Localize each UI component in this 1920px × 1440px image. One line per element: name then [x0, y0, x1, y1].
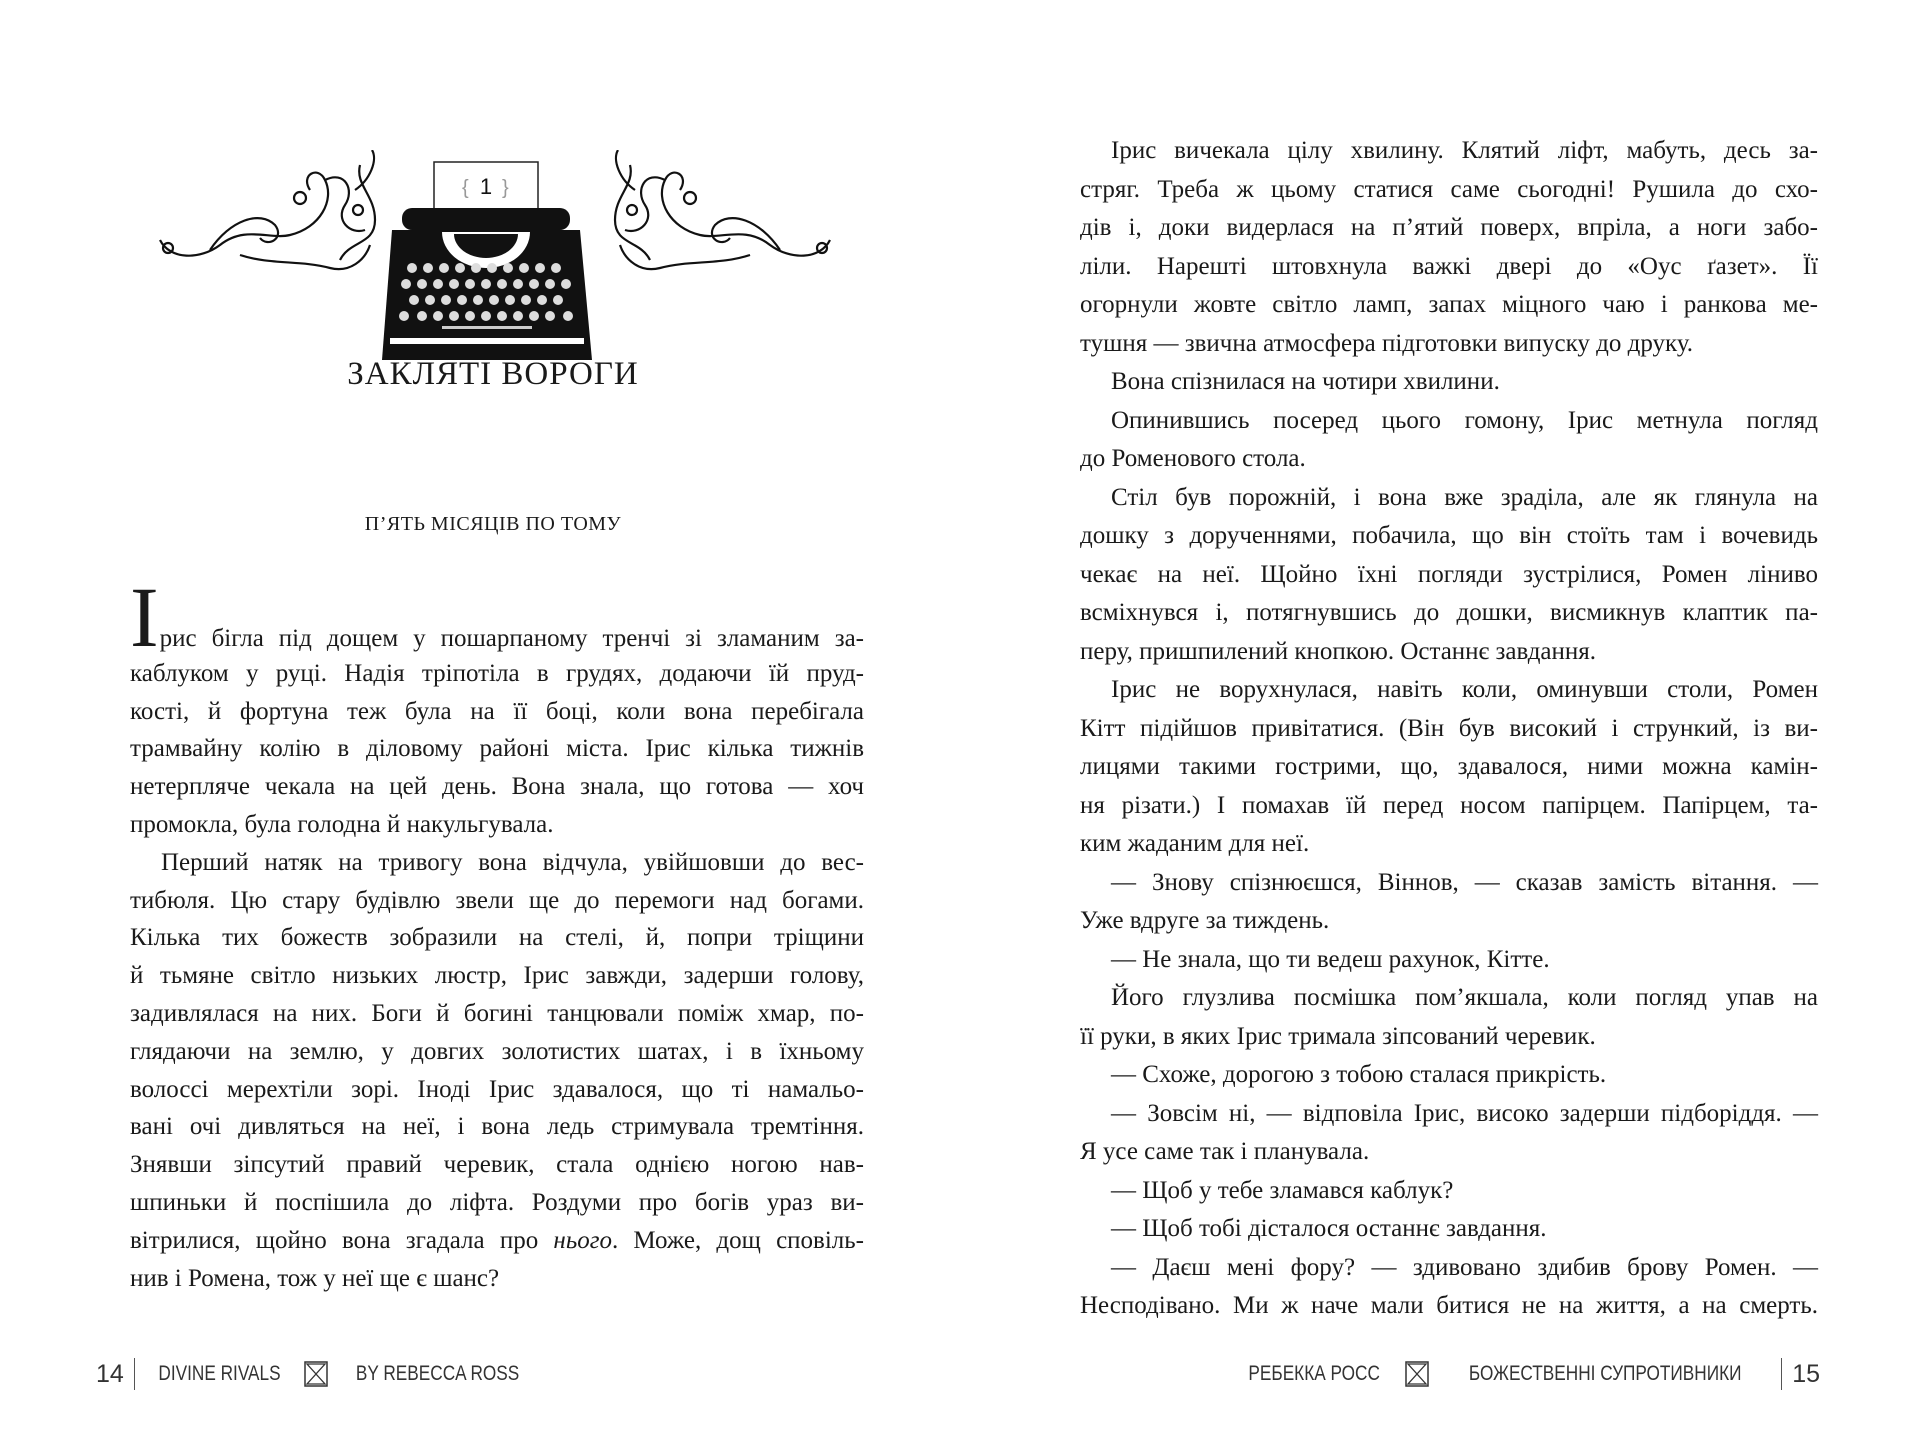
line-text: дів і, доки видерлася на п’ятий поверх, впріла, а ноги забо- — [1080, 214, 1818, 241]
text-line — [130, 882, 864, 920]
text-line — [1080, 1056, 1818, 1095]
line-text: огорнули жовте світло ламп, запах міцного чаю і ранкова ме- — [1080, 291, 1818, 318]
text-line — [1080, 517, 1818, 556]
text-line — [130, 1222, 864, 1260]
line-text: чекає на неї. Щойно їхні погляди зустрілися, Ромен ліниво — [1080, 560, 1818, 588]
line-text: — Схоже, дорогою з тобою сталася прикрість. — [1111, 1061, 1607, 1088]
page-number: 15 — [1792, 1359, 1820, 1388]
text-line — [130, 655, 864, 693]
text-line — [130, 1108, 864, 1146]
page-number: 14 — [96, 1359, 124, 1388]
line-text: — Зовсім ні, — відповіла Ірис, високо задерши підборіддя. — — [1111, 1099, 1818, 1127]
line-text: — Даєш мені фору? — здивовано здибив брову Ромен. — — [1111, 1253, 1818, 1281]
text-line — [130, 569, 864, 665]
line-text: — Не знала, що ти ведеш рахунок, Кітте. — [1111, 945, 1550, 973]
text-line — [130, 730, 864, 768]
line-text: дошку з дорученнями, побачила, що він стоїть там і вочевидь — [1080, 522, 1818, 549]
text-line — [1080, 1172, 1818, 1211]
line-text: Кітт підійшов привітатися. (Він був високий і стрункий, із ви- — [1080, 714, 1818, 742]
line-text: Кілька тих божеств зобразили на стелі, й, попри тріщини — [130, 924, 864, 952]
line-text: стряг. Треба ж цьому статися саме сьогодні! Рушила до схо- — [1080, 175, 1818, 203]
line-text: шпиньки й поспішила до ліфта. Роздуми про богів ураз ви- — [130, 1188, 864, 1216]
text-line — [130, 806, 864, 844]
hourglass-emblem-icon — [304, 1361, 328, 1387]
svg-text:}: } — [502, 177, 509, 199]
text-line — [1080, 363, 1818, 402]
chapter-title: ЗАКЛЯТІ ВОРОГИ — [347, 356, 639, 392]
text-line — [130, 844, 864, 882]
text-line — [130, 693, 864, 731]
text-line — [1080, 479, 1818, 518]
line-text: каблуком у руці. Надія тріпотіла в грудях, додаючи їй пруд- — [130, 659, 864, 687]
text-line — [130, 919, 864, 957]
left-page-footer — [96, 1358, 537, 1390]
text-line — [1080, 1249, 1818, 1288]
text-line — [1080, 248, 1818, 287]
italic-text: нього — [553, 1226, 612, 1254]
line-text: промокла, була голодна й накульгувала. — [130, 810, 554, 838]
line-text: перу, пришпилений кнопкою. Останнє завдання. — [1080, 637, 1597, 665]
text-line — [1080, 1095, 1818, 1134]
text-line — [1080, 132, 1818, 171]
book-title: DIVINE RIVALS — [158, 1362, 281, 1385]
line-text: тушня — звична атмосфера підготовки випуску до друку. — [1080, 329, 1694, 357]
text-line — [130, 1184, 864, 1222]
text-line — [1080, 633, 1818, 672]
hourglass-emblem-icon — [1405, 1361, 1429, 1387]
line-text: Опинившись посеред цього гомону, Ірис метнула погляд — [1111, 406, 1818, 434]
line-text: — Щоб тобі дісталося останнє завдання. — [1111, 1215, 1547, 1242]
line-text: ня різати.) І помахав їй перед носом папірцем. Папірцем, та- — [1080, 791, 1818, 819]
left-page-body — [130, 569, 865, 1297]
line-text: задивлялася на них. Боги й богині танцювали поміж хмар, по- — [130, 999, 864, 1027]
line-text: тибюля. Цю стару будівлю звели ще до перемоги над богами. — [130, 886, 864, 914]
text-line — [1080, 1287, 1818, 1326]
text-line — [130, 768, 864, 806]
line-text: — Знову спізнюєшся, Віннов, — сказав замість вітання. — — [1111, 868, 1818, 896]
text-line — [1080, 825, 1818, 864]
chapter-typewriter-illustration — [150, 150, 850, 390]
text-line — [1080, 1018, 1818, 1057]
line-text: її руки, в яких Ірис тримала зіпсований черевик. — [1080, 1022, 1596, 1050]
left-ornament-icon — [160, 150, 375, 269]
book-title: БОЖЕСТВЕННІ СУПРОТИВНИКИ — [1468, 1362, 1742, 1385]
text-line — [1080, 902, 1818, 941]
line-text: Уже вдруге за тиждень. — [1080, 907, 1330, 934]
text-line — [1080, 979, 1818, 1018]
line-text: волоссі мерехтіли зорі. Іноді Ірис здавалося, що ті намальо- — [130, 1075, 864, 1103]
text-line — [1080, 864, 1818, 903]
text-line — [1080, 710, 1818, 749]
right-page-body — [1080, 132, 1818, 1326]
chapter-number: 1 — [479, 174, 493, 199]
line-text: ким жаданим для неї. — [1080, 830, 1310, 857]
line-text: Його глузлива посмішка пом’якшала, коли погляд упав на — [1111, 984, 1818, 1011]
right-page-footer — [1234, 1358, 1820, 1390]
divider — [1781, 1358, 1782, 1390]
line-text: рис бігла під дощем у пошарпаному тренчі зі зламаним за- — [159, 625, 864, 652]
line-text: ліли. Нарешті штовхнула важкі двері до «Оус ґазет». Її — [1080, 252, 1818, 280]
typewriter-icon — [382, 162, 592, 360]
line-text: до Роменового стола. — [1080, 445, 1306, 472]
line-text: нетерпляче чекала на цей день. Вона знала, що готова — хоч — [130, 773, 864, 801]
text-line — [130, 1071, 864, 1109]
text-line — [130, 957, 864, 995]
line-text: всміхнувся і, потягнувшись до дошки, висмикнув клаптик па- — [1080, 599, 1818, 626]
text-line — [1080, 286, 1818, 325]
line-text: й тьмяне світло низьких люстр, Ірис завжди, задерши голову, — [130, 962, 864, 990]
line-text: . Може, дощ сповіль- — [611, 1226, 865, 1254]
text-line — [1080, 594, 1818, 633]
line-text: вітрилися, щойно вона згадала про — [130, 1226, 554, 1254]
svg-text:{: { — [462, 177, 469, 199]
line-text: Ірис не ворухнулася, навіть коли, оминувши столи, Ромен — [1111, 676, 1818, 703]
text-line — [1080, 1133, 1818, 1172]
book-author: BY REBECCA ROSS — [355, 1362, 520, 1385]
chapter-subtitle: П’ЯТЬ МІСЯЦІВ ПО ТОМУ — [364, 513, 622, 535]
text-line — [130, 1033, 864, 1071]
line-text: Ірис вичекала цілу хвилину. Клятий ліфт, мабуть, десь за- — [1111, 137, 1818, 164]
text-line — [1080, 325, 1818, 364]
line-text: глядаючи на землю, у довгих золотистих шатах, і в їхньому — [130, 1037, 864, 1065]
line-text: Я усе саме так і планувала. — [1080, 1138, 1370, 1165]
line-text: Несподівано. Ми ж наче мали битися не на життя, а на смерть. — [1080, 1292, 1818, 1319]
line-text: лицями такими гострими, що, здавалося, ними можна камін- — [1080, 753, 1818, 780]
right-ornament-icon — [615, 150, 830, 269]
line-text: — Щоб у тебе зламався каблук? — [1111, 1176, 1454, 1204]
text-line — [1080, 1210, 1818, 1249]
line-text: кості, й фортуна теж була на її боці, коли вона перебігала — [130, 697, 864, 725]
line-text: Перший натяк на тривогу вона відчула, увійшовши до вес- — [161, 848, 864, 876]
text-line — [1080, 787, 1818, 826]
text-line — [1080, 941, 1818, 980]
drop-cap: І — [130, 569, 159, 665]
line-text: вані очі дивляться на неї, і вона ледь стримувала тремтіння. — [130, 1113, 864, 1141]
text-line — [1080, 209, 1818, 248]
line-text: Знявши зіпсутий правий черевик, стала однією ногою нав- — [130, 1151, 864, 1179]
line-text: Стіл був порожній, і вона вже зраділа, але як глянула на — [1111, 483, 1818, 511]
text-line — [130, 1146, 864, 1184]
text-line — [1080, 556, 1818, 595]
text-line — [1080, 440, 1818, 479]
book-author: РЕБЕККА РОСС — [1248, 1362, 1381, 1385]
line-text: Вона спізнилася на чотири хвилини. — [1111, 368, 1500, 395]
text-line — [1080, 171, 1818, 210]
text-line — [1080, 402, 1818, 441]
text-line — [1080, 671, 1818, 710]
divider — [134, 1358, 135, 1390]
line-text: трамвайну колію в діловому районі міста. Ірис кілька тижнів — [130, 735, 864, 763]
text-line — [1080, 748, 1818, 787]
text-line — [130, 995, 864, 1033]
text-line — [130, 1260, 864, 1298]
line-text: нив і Ромена, тож у неї ще є шанс? — [130, 1264, 500, 1292]
